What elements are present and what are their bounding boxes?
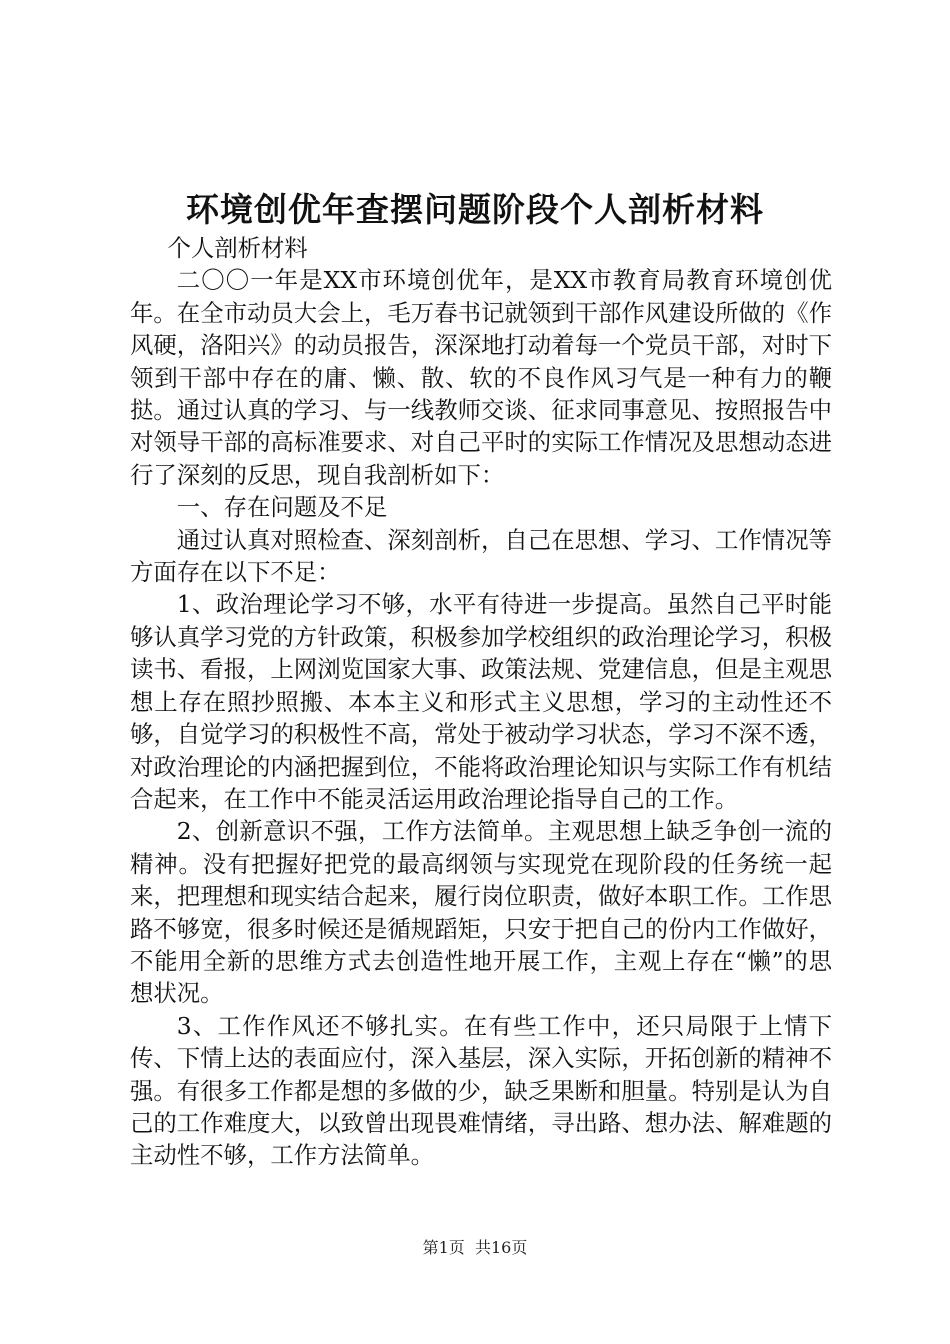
paragraph-point-1: 1、政治理论学习不够，水平有待进一步提高。虽然自己平时能够认真学习党的方针政策，积极参加学校组织的政治理论学习，积极读书、看报，上网浏览国家大事、政策法规、党建信息，但是主观思想上存在照抄照搬、本本主义和形式主义思想，学习的主动性还不够，自觉学习的积极性不高，常处于被动学习状态，学习不深不透，对政治理论的内涵把握到位，不能将政治理论知识与实际工作有机结合起来，在工作中不能灵活运用政治理论指导自己的工作。 <box>130 590 832 813</box>
paragraph-intro: 二〇〇一年是XX市环境创优年，是XX市教育局教育环境创优年。在全市动员大会上，毛万春书记就领到干部作风建设所做的《作风硬，洛阳兴》的动员报告，深深地打动着每一个党员干部，对时下领到干部中存在的庸、懒、散、软的不良作风习气是一种有力的鞭挞。通过认真的学习、与一线教师交谈、征求同事意见、按照报告中对领导干部的高标准要求、对自己平时的实际工作情况及思想动态进行了深刻的反思，现自我剖析如下： <box>130 266 832 489</box>
section-heading: 一、存在问题及不足 <box>176 493 388 522</box>
document-title: 环境创优年查摆问题阶段个人剖析材料 <box>186 190 764 229</box>
paragraph-point-3: 3、工作作风还不够扎实。在有些工作中，还只局限于上情下传、下情上达的表面应付，深入基层，深入实际，开拓创新的精神不强。有很多工作都是想的多做的少，缺乏果断和胆量。特别是认为自己的工作难度大，以致曾出现畏难情绪，寻出路、想办法、解难题的主动性不够，工作方法简单。 <box>130 1011 832 1170</box>
page-total: 共16页 <box>474 1238 528 1257</box>
page-number: 第1页 <box>422 1238 465 1257</box>
paragraph-subtitle: 个人剖析材料 <box>167 234 308 262</box>
paragraph-summary: 通过认真对照检查、深刻剖析，自己在思想、学习、工作情况等方面存在以下不足： <box>130 525 832 587</box>
page-footer <box>0 1236 950 1260</box>
paragraph-point-2: 2、创新意识不强，工作方法简单。主观思想上缺乏争创一流的精神。没有把握好把党的最高纲领与实现党在现阶段的任务统一起来，把理想和现实结合起来，履行岗位职责，做好本职工作。工作思路不够宽，很多时候还是循规蹈矩，只安于把自己的份内工作做好，不能用全新的思维方式去创造性地开展工作，主观上存在“懒”的思想状况。 <box>130 817 832 1008</box>
document-body <box>130 232 832 1172</box>
